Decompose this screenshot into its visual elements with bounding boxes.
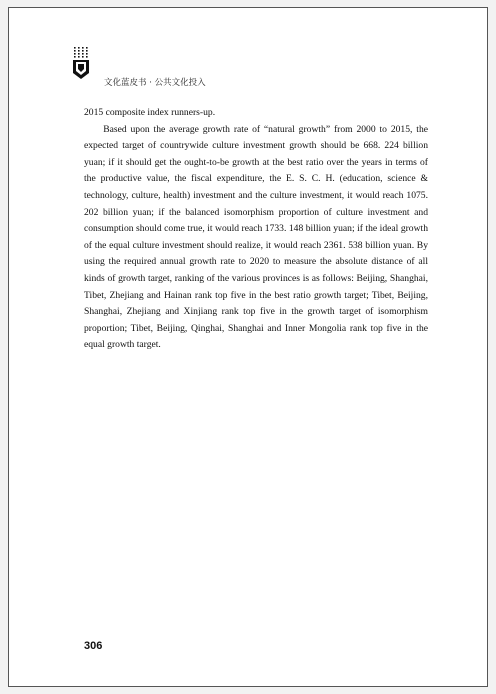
page-number: 306 [84, 640, 103, 652]
book-page [8, 7, 488, 687]
paragraph-main: Based upon the average growth rate of “natural growth” from 2000 to 2015, the expected target of countrywide culture investment growth should be 668. 224 billion yuan; if it should get the ought-to-be growth at the best ratio over the years in terms of the productive value, the fiscal expenditure, the E. S. C. H. (education, science & technology, culture, health) investment and the culture investment, it would reach 1075. 202 billion yuan; if the balanced isomorphism proportion of culture investment and consumption should come true, it would reach 1733. 148 billion yuan; if the ideal growth of the equal culture investment should realize, it would reach 2361. 538 billion yuan. By using the required annual growth rate to 2020 to measure the absolute distance of all kinds of growth target, ranking of the various provinces is as follows: Beijing, Shanghai, Tibet, Zhejiang and Hainan rank top five in the best ratio growth target; Tibet, Beijing, Shanghai, Zhejiang and Xinjiang rank top five in the growth target of isomorphism proportion; Tibet, Beijing, Qinghai, Shanghai and Inner Mongolia rank top five in the equal growth target. [84, 123, 428, 351]
series-title: 文化蓝皮书 · 公共文化投入 [104, 78, 206, 88]
body-text [84, 105, 428, 354]
paragraph-continuation: 2015 composite index runners-up. [84, 107, 216, 118]
book-bookmark-icon [72, 46, 98, 80]
